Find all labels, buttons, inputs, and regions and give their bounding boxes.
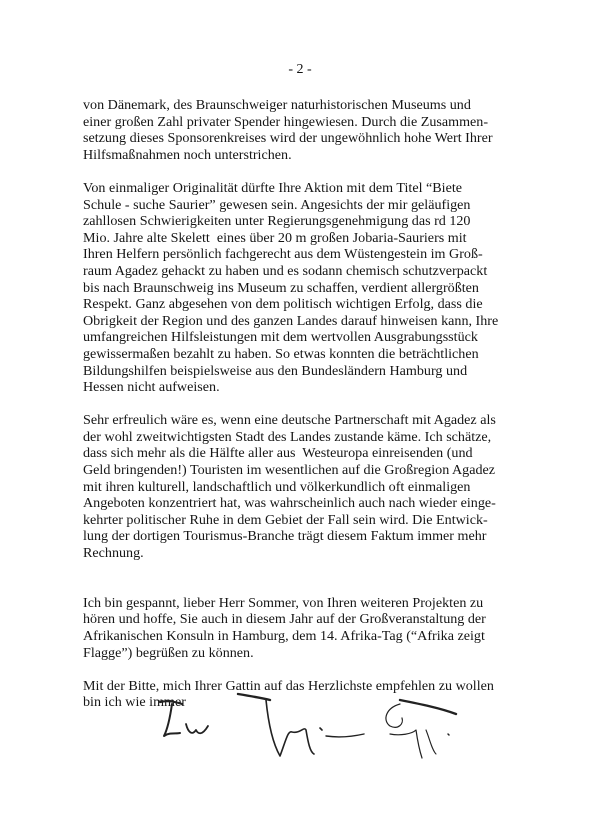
- text-line: mit ihren kulturell, landschaftlich und völkerkundlich oft einmaligen: [83, 478, 471, 495]
- text-line: gewissermaßen bezahlt zu haben. So etwas konnten die beträchtlichen: [83, 345, 479, 362]
- text-line: zahllosen Schwierigkeiten unter Regierungsgenehmigung das rd 120: [83, 213, 471, 230]
- text-line: bis nach Braunschweig ins Museum zu schaffen, verdient allergrößten: [83, 279, 479, 296]
- text-line: Obrigkeit der Region und des ganzen Landes darauf hinweisen kann, Ihre: [83, 312, 499, 329]
- text-line: Afrikanischen Konsuln in Hamburg, dem 14. Afrika-Tag (“Afrika zeigt: [83, 628, 485, 644]
- text-line: Respekt. Ganz abgesehen von dem politisch wichtigen Erfolg, dass die: [83, 296, 483, 313]
- text-line: Hilfsmaßnahmen noch unterstrichen.: [83, 146, 292, 163]
- text-line: einer großen Zahl privater Spender hingewiesen. Durch die Zusammen-: [83, 113, 489, 130]
- page-number: - 2 -: [288, 62, 312, 77]
- text-line: Angeboten konzentriert hat, was wahrscheinlich auch nach wieder einge-: [83, 495, 496, 512]
- text-line: Hessen nicht aufweisen.: [83, 379, 220, 396]
- text-line: Mit der Bitte, mich Ihrer Gattin auf das Herzlichste empfehlen zu wollen: [83, 677, 494, 694]
- paragraph-2: [83, 180, 523, 396]
- text-line: hören und hoffe, Sie auch in diesem Jahr auf der Großveranstaltung der: [83, 611, 486, 628]
- text-line: umfangreichen Hilfsleistungen mit dem wertvollen Ausgrabungsstück: [83, 329, 478, 346]
- text-line: setzung dieses Sponsorenkreises wird der ungewöhnlich hohe Wert Ihrer: [83, 130, 493, 147]
- text-line: Flagge”) begrüßen zu können.: [83, 644, 254, 661]
- letter-body: [83, 97, 523, 711]
- text-line: Von einmaliger Originalität dürfte Ihre Aktion mit dem Titel “Biete: [83, 179, 463, 196]
- text-line: der wohl zweitwichtigsten Stadt des Landes zustande käme. Ich schätze,: [83, 428, 492, 445]
- text-line: bin ich wie immer: [83, 694, 186, 711]
- text-line: Schule - suche Saurier” gewesen sein. Angesichts der mir geläufigen: [83, 196, 471, 213]
- signature: [150, 690, 460, 770]
- text-line: kehrter politischer Ruhe in dem Gebiet der Fall sein wird. Die Entwick-: [83, 511, 488, 528]
- paragraph-1: [83, 97, 523, 163]
- paragraph-4: [83, 595, 523, 661]
- paragraph-spacer: [83, 562, 523, 595]
- paragraph-spacer: [83, 661, 523, 678]
- text-line: Ihren Helfern persönlich fachgerecht aus dem Wüstengestein im Groß-: [83, 246, 483, 263]
- text-line: raum Agadez gehackt zu haben und es sodann chemisch schutzverpackt: [83, 262, 488, 279]
- text-line: Sehr erfreulich wäre es, wenn eine deutsche Partnerschaft mit Agadez als: [83, 412, 496, 429]
- paragraph-spacer: [83, 163, 523, 180]
- paragraph-3: [83, 412, 523, 561]
- text-line: Bildungshilfen beispielsweise aus den Bundesländern Hamburg und: [83, 362, 468, 379]
- text-line: Ich bin gespannt, lieber Herr Sommer, von Ihren weiteren Projekten zu: [83, 594, 484, 611]
- text-line: Mio. Jahre alte Skelett eines über 20 m großen Jobaria-Sauriers mit: [83, 229, 467, 246]
- text-line: von Dänemark, des Braunschweiger naturhistorischen Museums und: [83, 97, 471, 113]
- text-line: Geld bringenden!) Touristen im wesentlichen auf die Großregion Agadez: [83, 462, 496, 479]
- text-line: dass sich mehr als die Hälfte aller aus Westeuropa einreisenden (und: [83, 445, 473, 462]
- text-line: Rechnung.: [83, 545, 144, 562]
- paragraph-spacer: [83, 396, 523, 413]
- text-line: lung der dortigen Tourismus-Branche trägt diesem Faktum immer mehr: [83, 528, 487, 545]
